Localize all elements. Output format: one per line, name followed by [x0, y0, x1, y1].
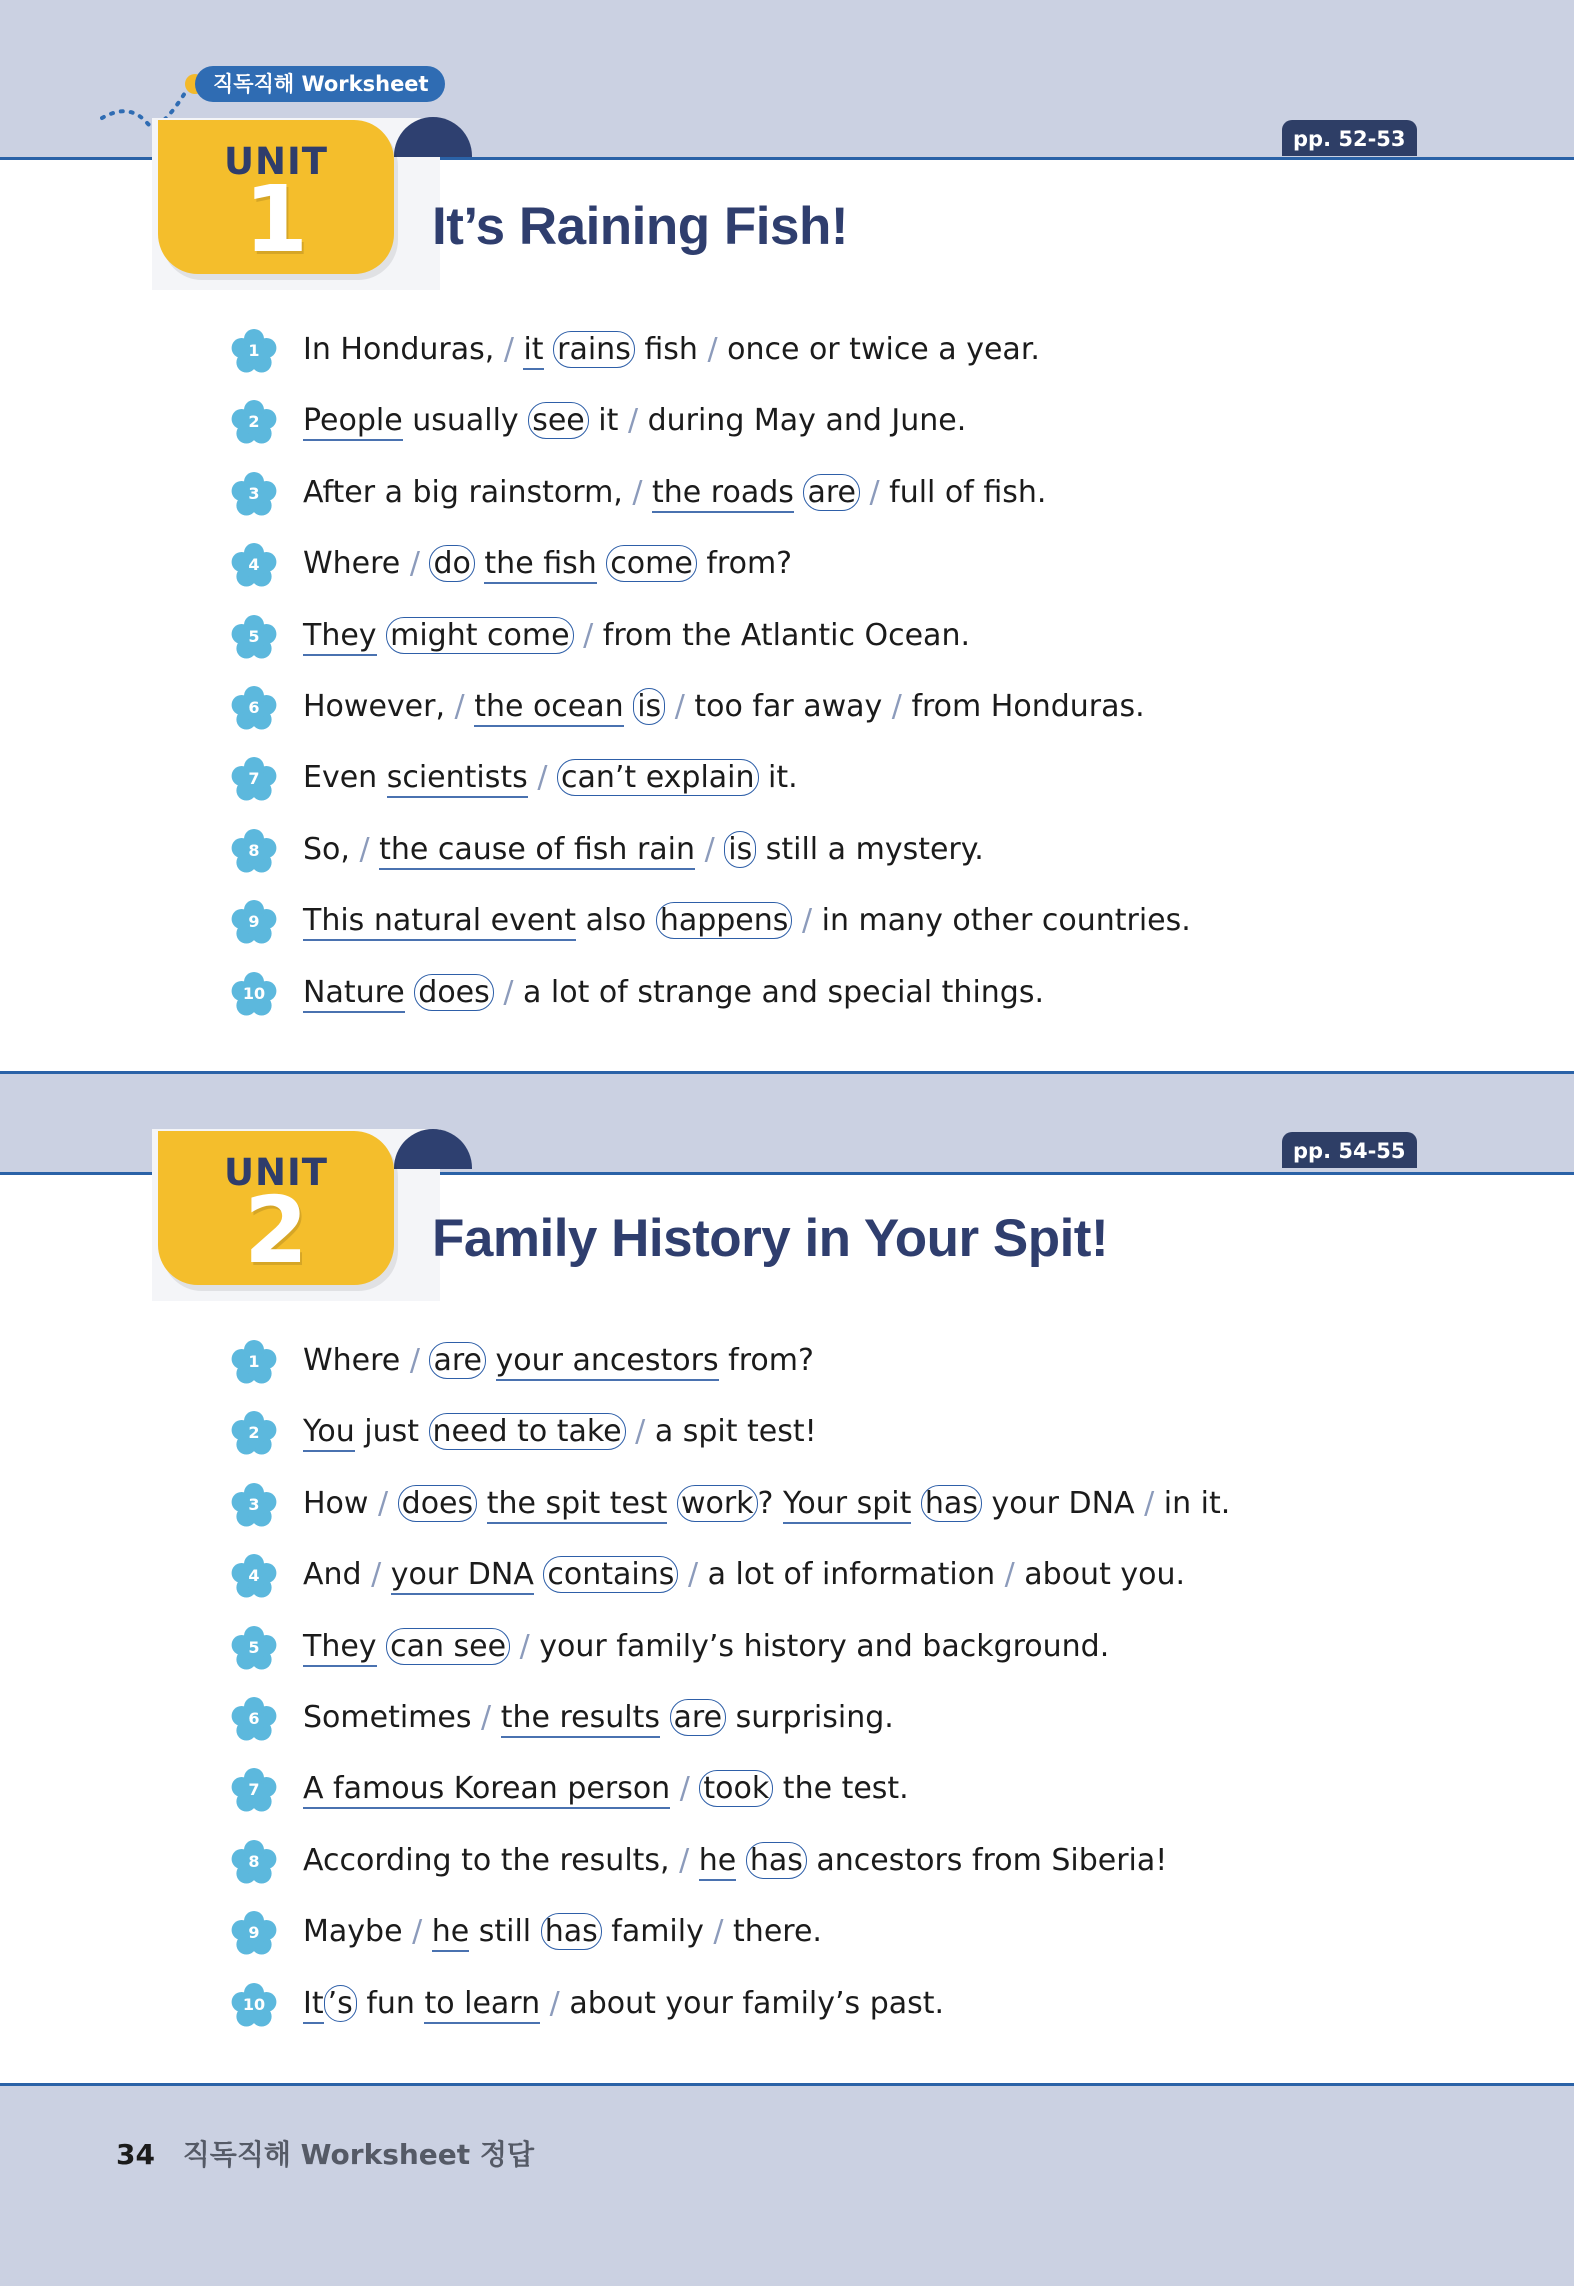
text-segment: ?: [757, 1485, 784, 1521]
chunk-slash: /: [679, 1771, 690, 1807]
chunk-slash: /: [869, 474, 880, 510]
chunk-slash: /: [412, 1914, 423, 1950]
text-segment: from the Atlantic Ocean.: [593, 617, 970, 653]
text-segment: [574, 618, 584, 653]
text-segment: In Honduras,: [303, 332, 504, 367]
chunk-slash: /: [549, 1985, 560, 2021]
text-segment: [642, 475, 652, 510]
circled-verb: contains: [543, 1556, 678, 1593]
unit-1-title: It’s Raining Fish!: [432, 197, 848, 256]
sentence-number: 10: [242, 1994, 266, 2014]
circled-verb: does: [414, 974, 493, 1011]
circled-verb: are: [429, 1342, 486, 1379]
sentence-number: 8: [248, 1851, 260, 1871]
text-segment: [665, 689, 675, 724]
underlined-phrase: This natural event: [303, 903, 576, 941]
unit-label: UNIT: [223, 140, 328, 183]
text-segment: [736, 1843, 746, 1878]
sentence-number: 5: [248, 1637, 260, 1657]
text-segment: [370, 832, 380, 867]
flower-number-icon: [230, 1482, 278, 1530]
flower-number-icon: [230, 542, 278, 590]
text-segment: [678, 1557, 688, 1592]
underlined-phrase: the spit test: [487, 1486, 668, 1524]
text-segment: ancestors from Siberia!: [806, 1842, 1168, 1878]
sentence-number: 6: [248, 697, 260, 717]
text-segment: in many other countries.: [812, 903, 1191, 939]
text-segment: a lot of strange and special things.: [513, 974, 1045, 1010]
chunk-slash: /: [503, 332, 514, 367]
sentence-text: [303, 544, 792, 584]
footer-text: 직독직해 Worksheet 정답: [182, 2138, 535, 2171]
circled-verb: has: [921, 1485, 982, 1522]
page-number: 34: [116, 2138, 155, 2171]
underlined-phrase: he: [432, 1914, 469, 1952]
unit-2-badge: [158, 1131, 394, 1285]
sentence-text: [303, 1841, 1167, 1881]
text-segment: [491, 1700, 501, 1735]
text-segment: fun: [356, 1985, 425, 2021]
circled-verb: has: [746, 1842, 807, 1879]
circled-verb: can see: [386, 1628, 510, 1665]
underlined-phrase: They: [303, 1629, 377, 1667]
text-segment: How: [303, 1485, 378, 1521]
unit-number: 1: [243, 166, 308, 273]
sentence-number: 4: [248, 1566, 260, 1586]
footer: [116, 2133, 534, 2173]
sentence-text: [303, 401, 966, 441]
text-segment: your family’s history and background.: [529, 1628, 1110, 1664]
unit-label: UNIT: [223, 1151, 328, 1194]
circled-verb: is: [633, 688, 665, 725]
sentence-number: 1: [248, 341, 260, 360]
sentence-text: [303, 473, 1046, 513]
underlined-phrase: the ocean: [474, 689, 623, 727]
underlined-phrase: your ancestors: [496, 1343, 719, 1381]
text-segment: [544, 332, 554, 367]
text-segment: [534, 1557, 544, 1592]
chunk-slash: /: [1004, 1557, 1015, 1593]
chunk-slash: /: [519, 1628, 530, 1664]
sentence-text: [303, 901, 1191, 941]
chunk-slash: /: [583, 617, 594, 653]
sentence-text: [303, 1627, 1109, 1667]
text-segment: during May and June.: [638, 403, 967, 439]
worksheet-tag: 직독직해 Worksheet: [195, 66, 445, 102]
chunk-slash: /: [707, 332, 718, 367]
text-segment: [422, 1914, 432, 1949]
sentence-text: [303, 1698, 894, 1738]
text-segment: After a big rainstorm,: [303, 474, 633, 510]
text-segment: just: [354, 1414, 429, 1450]
sentence-number: 4: [248, 555, 260, 575]
text-segment: Sometimes: [303, 1699, 482, 1735]
sentence-number: 6: [248, 1708, 260, 1728]
circled-verb: see: [528, 402, 589, 439]
circled-verb: took: [699, 1770, 773, 1807]
sentence-number: 1: [248, 1352, 260, 1371]
circled-verb: might come: [386, 617, 573, 654]
unit-1-badge: [158, 120, 394, 274]
unit-2-title: Family History in Your Spit!: [432, 1209, 1109, 1268]
flower-number-icon: [230, 1625, 278, 1673]
text-segment: [911, 1486, 921, 1521]
text-segment: Maybe: [303, 1914, 413, 1950]
text-segment: [860, 475, 870, 510]
flower-number-icon: [230, 399, 278, 447]
sentence-text: [303, 830, 984, 870]
text-segment: once or twice a year.: [717, 332, 1040, 367]
text-segment: about your family’s past.: [559, 1985, 945, 2021]
flower-number-icon: [230, 1839, 278, 1887]
text-segment: [660, 1700, 670, 1735]
text-segment: still: [469, 1914, 541, 1950]
circled-verb: is: [724, 831, 756, 868]
chunk-slash: /: [632, 474, 643, 510]
underlined-phrase: Nature: [303, 975, 405, 1013]
text-segment: [465, 689, 475, 724]
chunk-slash: /: [687, 1557, 699, 1593]
underlined-phrase: You: [303, 1414, 355, 1452]
text-segment: your DNA: [981, 1485, 1145, 1521]
text-segment: [528, 760, 538, 795]
text-segment: [377, 618, 387, 653]
chunk-slash: /: [674, 688, 685, 724]
text-segment: it.: [758, 760, 798, 796]
text-segment: Where: [303, 1343, 410, 1378]
flower-number-icon: [230, 614, 278, 662]
circled-verb: does: [398, 1485, 477, 1522]
sentence-number: 7: [248, 1780, 260, 1800]
text-segment: [695, 832, 705, 867]
sentence-number: 2: [248, 412, 260, 432]
text-segment: usually: [402, 403, 529, 439]
text-segment: [667, 1486, 677, 1521]
chunk-slash: /: [801, 903, 813, 939]
flower-number-icon: [230, 828, 278, 876]
chunk-slash: /: [537, 760, 548, 796]
sentence-text: [303, 1912, 822, 1952]
footer-band: [0, 2083, 1574, 2286]
text-segment: it: [588, 403, 628, 439]
sentence-text: [303, 1769, 909, 1809]
text-segment: [405, 975, 415, 1010]
text-segment: [510, 1629, 520, 1664]
circled-verb: can’t explain: [557, 759, 759, 796]
sentence-text: [303, 1984, 944, 2024]
chunk-slash: /: [409, 1343, 420, 1378]
sentence-number: 9: [248, 1923, 260, 1943]
page-ref-tag: pp. 52-53: [1282, 120, 1417, 156]
sentence-number: 8: [248, 840, 260, 860]
text-segment: [377, 1629, 387, 1664]
text-segment: So,: [303, 831, 360, 867]
text-segment: [477, 1486, 487, 1521]
circled-verb: do: [429, 545, 474, 582]
text-segment: [794, 475, 804, 510]
chunk-slash: /: [359, 831, 370, 867]
underlined-phrase: It: [303, 1986, 324, 2024]
sentence-text: [303, 687, 1145, 727]
sentence-text: [303, 330, 1040, 370]
text-segment: Even: [303, 760, 387, 796]
text-segment: However,: [303, 688, 455, 724]
text-segment: [626, 1414, 636, 1449]
sentence-text: [303, 1412, 817, 1452]
text-segment: full of fish.: [879, 474, 1047, 510]
chunk-slash: /: [1144, 1485, 1155, 1521]
chunk-slash: /: [627, 403, 639, 439]
underlined-phrase: Your spit: [783, 1486, 911, 1524]
text-segment: a lot of information: [698, 1557, 1005, 1593]
flower-number-icon: [230, 1696, 278, 1744]
chunk-slash: /: [635, 1414, 646, 1450]
sentence-text: [303, 1341, 814, 1381]
text-segment: [690, 1771, 700, 1806]
text-segment: too far away: [684, 688, 892, 724]
flower-number-icon: [230, 1767, 278, 1815]
underlined-phrase: A famous Korean person: [303, 1771, 670, 1809]
sentence-text: [303, 973, 1044, 1013]
underlined-phrase: your DNA: [391, 1557, 534, 1595]
flower-number-icon: [230, 1339, 278, 1387]
chunk-slash: /: [503, 974, 514, 1010]
flower-number-icon: [230, 971, 278, 1019]
underlined-phrase: the results: [501, 1700, 660, 1738]
sentence-number: 3: [248, 1494, 260, 1514]
circled-verb: need to take: [429, 1413, 626, 1450]
sentence-number: 9: [248, 912, 260, 932]
underlined-phrase: People: [303, 403, 403, 441]
flower-number-icon: [230, 1982, 278, 2030]
sentence-number: 7: [248, 769, 260, 789]
flower-number-icon: [230, 1553, 278, 1601]
flower-number-icon: [230, 756, 278, 804]
text-segment: [540, 1986, 550, 2021]
flower-number-icon: [230, 471, 278, 519]
underlined-phrase: scientists: [387, 760, 528, 798]
chunk-slash: /: [679, 1842, 690, 1878]
chunk-slash: /: [481, 1699, 492, 1735]
circled-verb: rains: [553, 331, 635, 368]
circled-verb: has: [541, 1913, 602, 1950]
text-segment: [494, 975, 504, 1010]
text-segment: there.: [723, 1914, 822, 1950]
chunk-slash: /: [704, 831, 715, 867]
sentence-text: [303, 1555, 1185, 1595]
flower-number-icon: [230, 328, 278, 376]
unit-number: 2: [243, 1177, 308, 1284]
circled-verb: work: [677, 1485, 758, 1522]
circled-verb: are: [803, 474, 860, 511]
underlined-phrase: the roads: [652, 475, 794, 513]
sentence-text: [303, 758, 798, 798]
chunk-slash: /: [378, 1485, 389, 1521]
text-segment: According to the results,: [303, 1842, 680, 1878]
flower-number-icon: [230, 1910, 278, 1958]
text-segment: [486, 1343, 496, 1378]
text-segment: [689, 1843, 699, 1878]
sentence-number: 2: [248, 1423, 260, 1443]
flower-number-icon: [230, 1410, 278, 1458]
text-segment: still a mystery.: [756, 831, 984, 867]
underlined-phrase: it: [523, 332, 543, 370]
text-segment: also: [576, 903, 656, 939]
text-segment: in it.: [1154, 1485, 1231, 1521]
text-segment: family: [601, 1914, 714, 1950]
circled-verb: are: [670, 1699, 727, 1736]
text-segment: from?: [718, 1343, 814, 1378]
underlined-phrase: They: [303, 618, 377, 656]
chunk-slash: /: [409, 546, 420, 582]
text-segment: [670, 1771, 680, 1806]
sentence-text: [303, 1484, 1230, 1524]
flower-number-icon: [230, 685, 278, 733]
text-segment: from?: [696, 546, 793, 582]
text-segment: [624, 689, 634, 724]
chunk-slash: /: [713, 1914, 724, 1950]
text-segment: fish: [634, 332, 708, 367]
text-segment: a spit test!: [645, 1414, 817, 1450]
flower-number-icon: [230, 899, 278, 947]
underlined-phrase: he: [699, 1843, 736, 1881]
text-segment: Where: [303, 546, 410, 582]
underlined-phrase: the cause of fish rain: [379, 832, 695, 870]
circled-verb: happens: [656, 902, 793, 939]
text-segment: [597, 546, 607, 581]
text-segment: [381, 1557, 391, 1592]
page-ref-tag: pp. 54-55: [1282, 1132, 1417, 1168]
sentence-number: 3: [248, 483, 260, 503]
text-segment: [475, 546, 485, 581]
underlined-phrase: the fish: [484, 546, 596, 584]
circled-verb: come: [606, 545, 697, 582]
sentence-number: 5: [248, 626, 260, 646]
text-segment: surprising.: [726, 1699, 894, 1735]
chunk-slash: /: [891, 688, 902, 724]
text-segment: [792, 903, 802, 938]
text-segment: And: [303, 1557, 372, 1593]
text-segment: [547, 760, 557, 795]
sentence-number: 10: [242, 983, 266, 1003]
circled-verb: ’s: [324, 1985, 357, 2022]
text-segment: about you.: [1014, 1557, 1186, 1593]
sentence-text: [303, 616, 970, 656]
text-segment: [715, 832, 725, 867]
text-segment: from Honduras.: [901, 688, 1145, 724]
chunk-slash: /: [454, 688, 465, 724]
text-segment: the test.: [773, 1771, 909, 1807]
underlined-phrase: to learn: [424, 1986, 540, 2024]
chunk-slash: /: [371, 1557, 382, 1593]
text-segment: [388, 1486, 398, 1521]
